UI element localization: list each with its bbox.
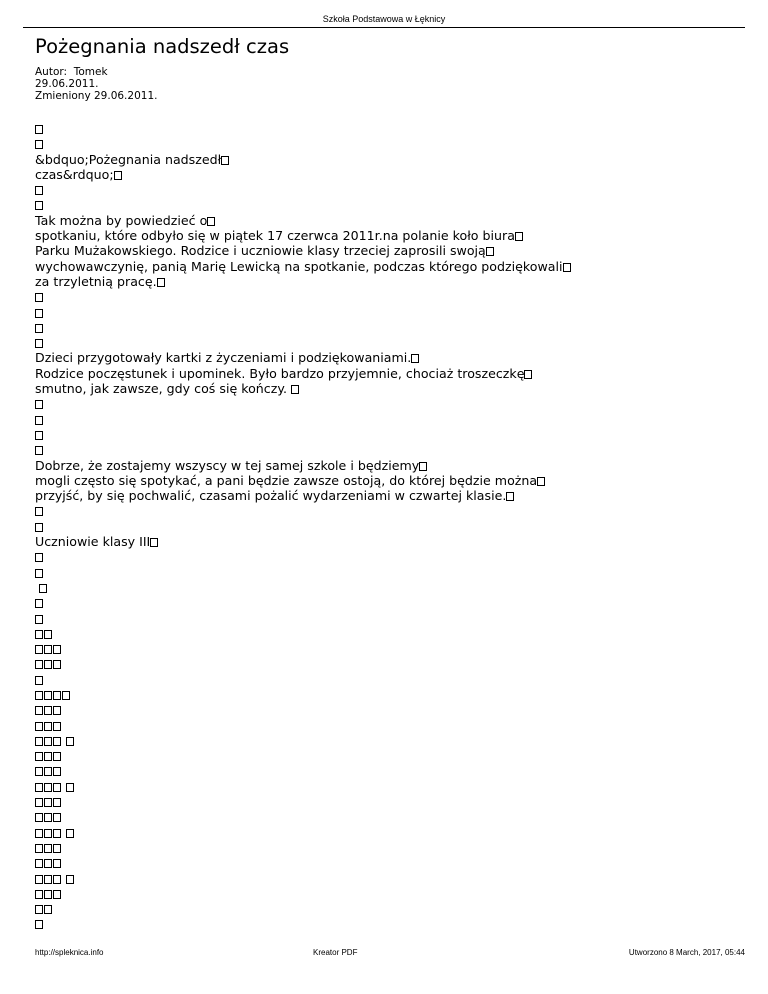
missing-glyph-box xyxy=(35,875,43,884)
missing-glyph-box xyxy=(563,263,571,272)
missing-glyph-box xyxy=(35,400,43,409)
missing-glyph-box xyxy=(53,798,61,807)
missing-glyph-box xyxy=(44,691,52,700)
missing-glyph-box xyxy=(35,293,43,302)
missing-glyph-box xyxy=(486,247,494,256)
missing-glyph-box xyxy=(44,890,52,899)
missing-glyph-box xyxy=(35,186,43,195)
article-body xyxy=(35,121,572,932)
missing-glyph-box xyxy=(35,446,43,455)
body-line xyxy=(35,840,572,855)
missing-glyph-box xyxy=(53,875,61,884)
missing-glyph-box xyxy=(44,829,52,838)
body-line xyxy=(35,687,572,702)
body-line: Tak można by powiedzieć o xyxy=(35,213,572,228)
body-line xyxy=(35,396,572,411)
body-line xyxy=(35,733,572,748)
missing-glyph-box xyxy=(35,507,43,516)
missing-glyph-box xyxy=(44,905,52,914)
date-line: 29.06.2011. xyxy=(35,78,99,90)
body-line xyxy=(35,718,572,733)
missing-glyph-box xyxy=(221,156,229,165)
body-line xyxy=(35,901,572,916)
missing-glyph-box xyxy=(35,798,43,807)
missing-glyph-box xyxy=(35,676,43,685)
missing-glyph-box xyxy=(53,813,61,822)
missing-glyph-box xyxy=(114,171,122,180)
body-line: Uczniowie klasy III xyxy=(35,534,572,549)
author-line: Autor: Tomek xyxy=(35,66,108,78)
missing-glyph-box xyxy=(35,767,43,776)
body-line xyxy=(35,121,572,136)
missing-glyph-box xyxy=(53,706,61,715)
missing-glyph-box xyxy=(35,844,43,853)
missing-glyph-box xyxy=(207,217,215,226)
missing-glyph-box xyxy=(53,890,61,899)
missing-glyph-box xyxy=(35,905,43,914)
body-line: wychowawczynię, panią Marię Lewicką na spotkanie, podczas którego podziękowali xyxy=(35,259,572,274)
body-line: przyjść, by się pochwalić, czasami pożalić wydarzeniami w czwartej klasie. xyxy=(35,488,572,503)
missing-glyph-box xyxy=(419,462,427,471)
missing-glyph-box xyxy=(35,553,43,562)
missing-glyph-box xyxy=(35,569,43,578)
body-line xyxy=(35,503,572,518)
missing-glyph-box xyxy=(53,767,61,776)
missing-glyph-box xyxy=(35,339,43,348)
missing-glyph-box xyxy=(44,783,52,792)
missing-glyph-box xyxy=(35,706,43,715)
missing-glyph-box xyxy=(66,783,74,792)
missing-glyph-box xyxy=(53,844,61,853)
missing-glyph-box xyxy=(44,844,52,853)
missing-glyph-box xyxy=(44,859,52,868)
missing-glyph-box xyxy=(291,385,299,394)
missing-glyph-box xyxy=(39,584,47,593)
missing-glyph-box xyxy=(44,752,52,761)
body-line xyxy=(35,702,572,717)
missing-glyph-box xyxy=(35,691,43,700)
body-line xyxy=(35,794,572,809)
missing-glyph-box xyxy=(35,920,43,929)
footer-url: http://spleknica.info xyxy=(35,948,104,957)
missing-glyph-box xyxy=(506,492,514,501)
missing-glyph-box xyxy=(53,752,61,761)
missing-glyph-box xyxy=(35,890,43,899)
missing-glyph-box xyxy=(44,706,52,715)
missing-glyph-box xyxy=(35,431,43,440)
body-line xyxy=(35,779,572,794)
footer-created: Utworzono 8 March, 2017, 05:44 xyxy=(628,948,745,957)
missing-glyph-box xyxy=(44,737,52,746)
body-line xyxy=(35,611,572,626)
missing-glyph-box xyxy=(515,232,523,241)
article-title: Pożegnania nadszedł czas xyxy=(35,35,290,58)
missing-glyph-box xyxy=(35,615,43,624)
body-line: smutno, jak zawsze, gdy coś się kończy. xyxy=(35,381,572,396)
missing-glyph-box xyxy=(35,599,43,608)
body-line: Rodzice poczęstunek i upominek. Było bardzo przyjemnie, chociaż troszeczkę xyxy=(35,366,572,381)
body-line xyxy=(35,320,572,335)
body-line: czas&rdquo; xyxy=(35,167,572,182)
missing-glyph-box xyxy=(35,416,43,425)
body-line xyxy=(35,763,572,778)
missing-glyph-box xyxy=(537,477,545,486)
missing-glyph-box xyxy=(62,691,70,700)
missing-glyph-box xyxy=(35,783,43,792)
missing-glyph-box xyxy=(44,630,52,639)
missing-glyph-box xyxy=(35,140,43,149)
site-header: Szkoła Podstawowa w Łęknicy xyxy=(322,14,446,24)
missing-glyph-box xyxy=(524,370,532,379)
missing-glyph-box xyxy=(44,767,52,776)
missing-glyph-box xyxy=(157,278,165,287)
missing-glyph-box xyxy=(35,125,43,134)
body-line xyxy=(35,182,572,197)
missing-glyph-box xyxy=(53,859,61,868)
missing-glyph-box xyxy=(35,324,43,333)
body-line xyxy=(35,427,572,442)
body-line: za trzyletnią pracę. xyxy=(35,274,572,289)
body-line xyxy=(35,289,572,304)
body-line xyxy=(35,136,572,151)
body-line: Parku Mużakowskiego. Rodzice i uczniowie klasy trzeciej zaprosili swoją xyxy=(35,243,572,258)
body-line xyxy=(35,580,572,595)
body-line xyxy=(35,335,572,350)
missing-glyph-box xyxy=(35,737,43,746)
missing-glyph-box xyxy=(35,309,43,318)
missing-glyph-box xyxy=(53,737,61,746)
body-line xyxy=(35,748,572,763)
header-divider xyxy=(23,27,745,28)
body-line xyxy=(35,886,572,901)
body-line xyxy=(35,672,572,687)
missing-glyph-box xyxy=(66,875,74,884)
missing-glyph-box xyxy=(66,829,74,838)
missing-glyph-box xyxy=(44,645,52,654)
missing-glyph-box xyxy=(35,645,43,654)
body-line xyxy=(35,519,572,534)
body-line: Dzieci przygotowały kartki z życzeniami i podziękowaniami. xyxy=(35,350,572,365)
footer-generator: Kreator PDF xyxy=(313,948,358,957)
missing-glyph-box xyxy=(35,722,43,731)
body-line xyxy=(35,916,572,931)
modified-line: Zmieniony 29.06.2011. xyxy=(35,90,158,102)
missing-glyph-box xyxy=(44,798,52,807)
body-line xyxy=(35,549,572,564)
missing-glyph-box xyxy=(53,722,61,731)
body-line xyxy=(35,565,572,580)
body-line xyxy=(35,442,572,457)
body-line: Dobrze, że zostajemy wszyscy w tej samej szkole i będziemy xyxy=(35,458,572,473)
body-line xyxy=(35,626,572,641)
missing-glyph-box xyxy=(35,660,43,669)
missing-glyph-box xyxy=(53,660,61,669)
body-line xyxy=(35,197,572,212)
missing-glyph-box xyxy=(35,859,43,868)
article-meta xyxy=(35,66,157,102)
body-line xyxy=(35,641,572,656)
missing-glyph-box xyxy=(35,523,43,532)
missing-glyph-box xyxy=(53,829,61,838)
missing-glyph-box xyxy=(66,737,74,746)
missing-glyph-box xyxy=(44,660,52,669)
missing-glyph-box xyxy=(44,875,52,884)
body-line: mogli często się spotykać, a pani będzie zawsze ostoją, do której będzie można xyxy=(35,473,572,488)
missing-glyph-box xyxy=(53,645,61,654)
missing-glyph-box xyxy=(53,783,61,792)
missing-glyph-box xyxy=(35,752,43,761)
body-line xyxy=(35,855,572,870)
missing-glyph-box xyxy=(35,813,43,822)
missing-glyph-box xyxy=(411,354,419,363)
body-line: &bdquo;Pożegnania nadszedł xyxy=(35,152,572,167)
body-line xyxy=(35,825,572,840)
body-line xyxy=(35,412,572,427)
missing-glyph-box xyxy=(35,829,43,838)
body-line xyxy=(35,871,572,886)
missing-glyph-box xyxy=(35,630,43,639)
missing-glyph-box xyxy=(53,691,61,700)
body-line xyxy=(35,809,572,824)
body-line xyxy=(35,305,572,320)
body-line xyxy=(35,595,572,610)
missing-glyph-box xyxy=(150,538,158,547)
missing-glyph-box xyxy=(35,201,43,210)
body-line xyxy=(35,656,572,671)
body-line: spotkaniu, które odbyło się w piątek 17 czerwca 2011r.na polanie koło biura xyxy=(35,228,572,243)
missing-glyph-box xyxy=(44,722,52,731)
missing-glyph-box xyxy=(44,813,52,822)
